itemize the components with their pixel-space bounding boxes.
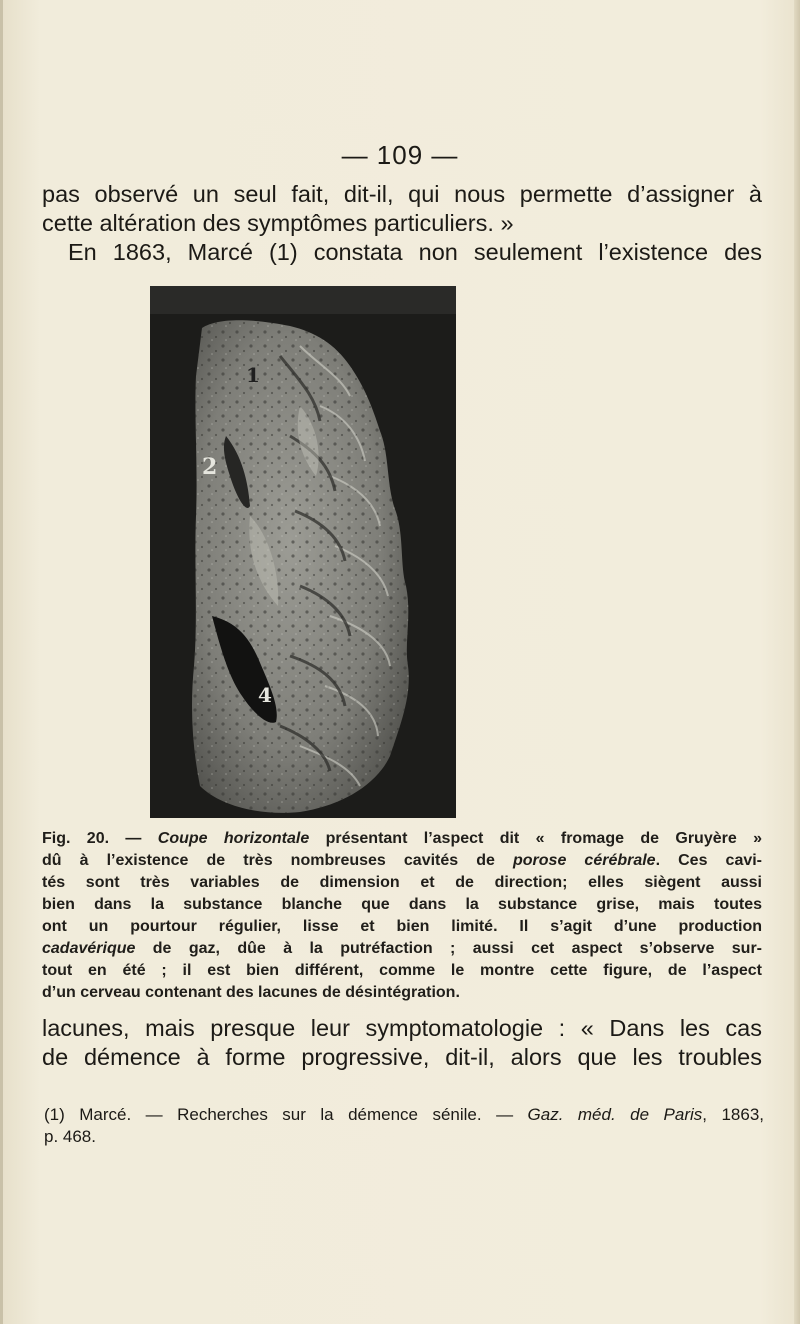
- figure-caption: [42, 828, 762, 1004]
- figure-label-1: 1: [246, 363, 260, 387]
- page-edge-right: [794, 0, 800, 1324]
- caption-italic: cadavérique: [42, 940, 136, 957]
- footnote-journal: Gaz. méd. de Paris: [527, 1105, 703, 1124]
- caption-line: tout en été ; il est bien différent, comme le montre cette figure, de l’aspect: [42, 962, 762, 979]
- footnote-line: p. 468.: [44, 1127, 96, 1146]
- caption-text: de gaz, dûe à la putréfaction ; aussi cet aspect s’observe sur-: [135, 940, 762, 957]
- page-number: — 109 —: [341, 140, 459, 170]
- caption-line: tés sont très variables de dimension et de direction; elles siègent aussi: [42, 874, 762, 891]
- text-line: En 1863, Marcé (1) constata non seulement l’existence des: [68, 239, 762, 265]
- caption-line: [42, 828, 762, 850]
- caption-title: Coupe horizontale: [157, 830, 310, 847]
- caption-text: . Ces cavi-: [655, 852, 763, 869]
- caption-line: d’un cerveau contenant des lacunes de désintégration.: [42, 984, 460, 1001]
- text-line: cette altération des symptômes particuliers. »: [42, 210, 514, 236]
- figure-label-4: 4: [258, 683, 272, 707]
- footnote-text: (1) Marcé. — Recherches sur la démence sénile. —: [44, 1105, 528, 1124]
- caption-italic: porose cérébrale: [513, 852, 656, 869]
- caption-line: ont un pourtour régulier, lisse et bien limité. Il s’agit d’une production: [42, 918, 762, 935]
- text-line: de démence à forme progressive, dit-il, alors que les troubles: [42, 1044, 762, 1070]
- caption-lead: Fig. 20. —: [42, 830, 158, 847]
- text-line: lacunes, mais presque leur symptomatologie : « Dans les cas: [42, 1015, 762, 1041]
- brain-section-photograph: [150, 286, 456, 818]
- footnote-line: [44, 1104, 764, 1126]
- paragraph-top: [42, 180, 762, 267]
- text-line: pas observé un seul fait, dit-il, qui nous permette d’assigner à: [42, 181, 762, 207]
- caption-line: bien dans la substance blanche que dans la substance grise, mais toutes: [42, 896, 762, 913]
- page-edge-left: [0, 0, 3, 1324]
- caption-line: [42, 938, 762, 960]
- caption-text: dû à l’existence de très nombreuses cavités de: [42, 852, 513, 869]
- footnote: [44, 1104, 764, 1148]
- caption-text: présentant l’aspect dit « fromage de Gruyère »: [309, 830, 762, 847]
- paragraph-bottom: [42, 1014, 762, 1072]
- caption-line: [42, 850, 762, 872]
- footnote-text: , 1863,: [702, 1105, 764, 1124]
- figure-label-2: 2: [202, 454, 218, 480]
